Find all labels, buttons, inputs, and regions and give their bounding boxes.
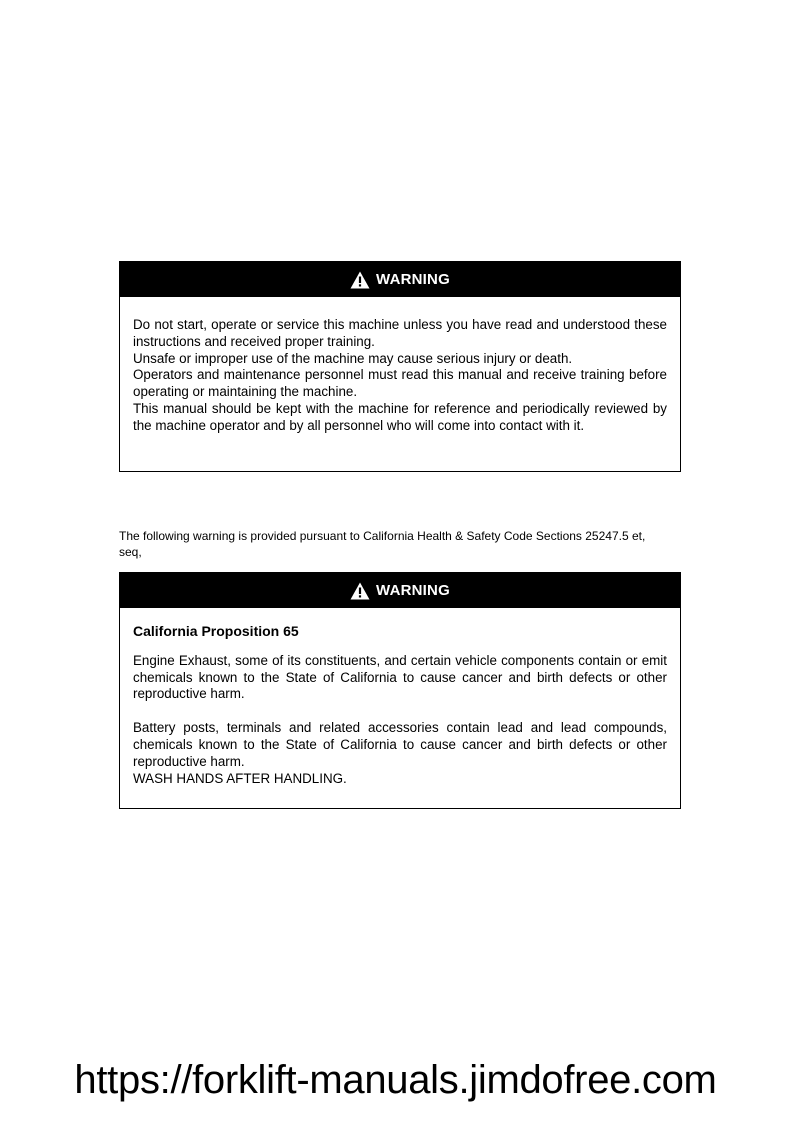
prop65-title: California Proposition 65 [133, 623, 299, 639]
warning-paragraph: This manual should be kept with the machine for reference and periodically reviewed by the machine operator and by all personnel who will come into contact with it. [133, 400, 667, 433]
warning-body [120, 608, 680, 787]
wash-hands-notice: WASH HANDS AFTER HANDLING. [133, 770, 347, 786]
warning-header [120, 262, 680, 297]
warning-header [120, 573, 680, 608]
warning-triangle-icon [350, 271, 370, 289]
warning-body [120, 297, 680, 435]
california-code-intro: The following warning is provided pursuant to California Health & Safety Code Sections 25247.5 et, seq, [119, 529, 646, 559]
warning-box-prop65 [119, 572, 681, 809]
warning-paragraph: Operators and maintenance personnel must read this manual and receive training before operating or maintaining the machine. [133, 367, 667, 400]
warning-header-label: WARNING [376, 582, 450, 599]
warning-header-label: WARNING [376, 271, 450, 288]
warning-paragraph: Do not start, operate or service this machine unless you have read and understood these instructions and received proper training. [133, 317, 667, 349]
warning-box-general [119, 261, 681, 472]
warning-paragraph: Battery posts, terminals and related accessories contain lead and lead compounds, chemicals known to the State of California to cause cancer and birth defects or other reproductive harm. [133, 720, 667, 769]
warning-paragraph: Unsafe or improper use of the machine may cause serious injury or death. [133, 350, 573, 366]
warning-paragraph: Engine Exhaust, some of its constituents, and certain vehicle components contain or emit chemicals known to the State of California to cause cancer and birth defects or other reproductive harm. [133, 652, 667, 702]
footer-url: https://forklift-manuals.jimdofree.com [74, 1058, 717, 1102]
warning-triangle-icon [350, 582, 370, 600]
